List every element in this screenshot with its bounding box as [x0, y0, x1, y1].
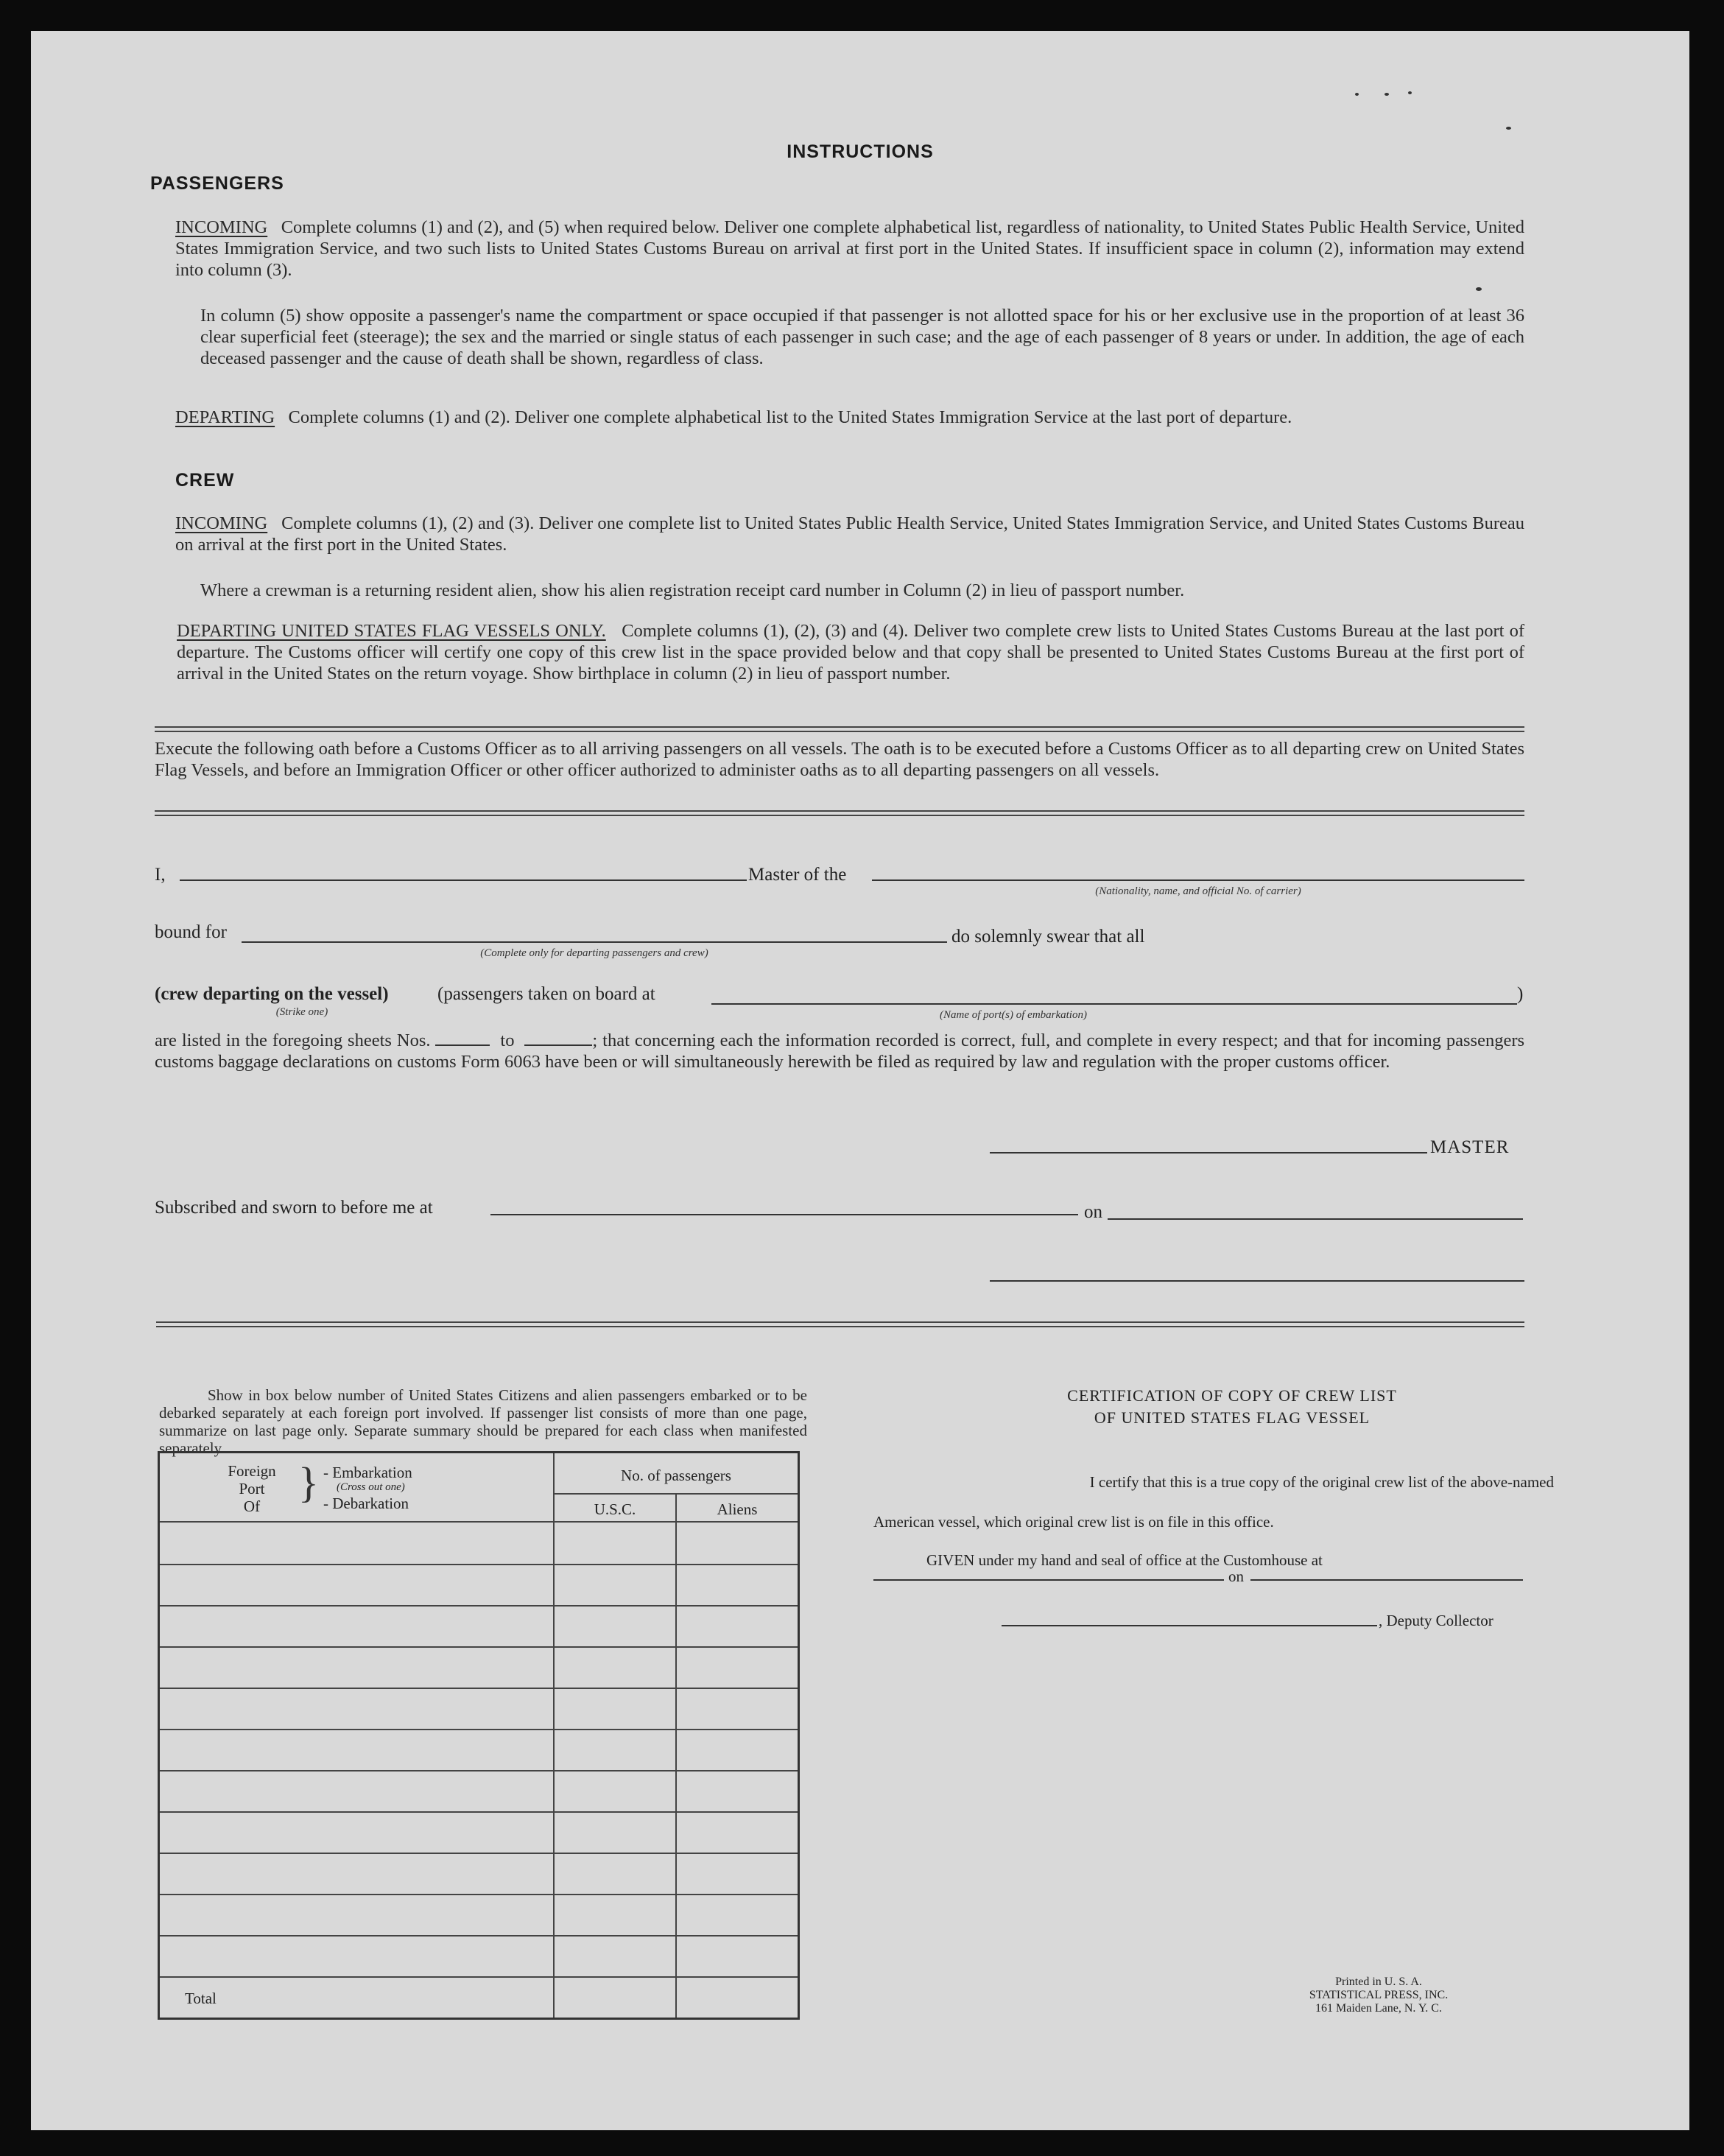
printer-line3: 161 Maiden Lane, N. Y. C. — [1315, 2002, 1442, 2015]
total-label: Total — [185, 1990, 217, 2007]
sworn-place-field[interactable] — [490, 1214, 1078, 1215]
divider — [155, 726, 1524, 728]
customhouse-field[interactable] — [873, 1579, 1224, 1581]
given-text: GIVEN under my hand and seal of office at the Customhouse at — [926, 1551, 1323, 1569]
carrier-field[interactable] — [872, 879, 1524, 881]
officer-signature-field[interactable] — [990, 1280, 1524, 1282]
row-divider — [160, 1646, 798, 1648]
row-divider — [160, 1935, 798, 1936]
certification-title-line2: OF UNITED STATES FLAG VESSEL — [1094, 1408, 1371, 1427]
deputy-signature-field[interactable] — [1002, 1625, 1377, 1626]
master-of-label: Master of the — [748, 865, 847, 885]
printer-line2: STATISTICAL PRESS, INC. — [1309, 1989, 1449, 2001]
foreign-label: Foreign — [228, 1462, 276, 1480]
master-label: MASTER — [1430, 1137, 1510, 1157]
port-embarkation-field[interactable] — [711, 1003, 1517, 1005]
divider — [155, 815, 1524, 816]
row-divider — [160, 1521, 798, 1523]
passengers-departing-text: Complete columns (1) and (2). Deliver one complete alphabetical list to the United States Immigration Service at the last port of departure. — [288, 407, 1292, 427]
passengers-taken-label: (passengers taken on board at — [437, 984, 655, 1004]
passenger-summary-box — [158, 1451, 800, 2020]
row-divider — [160, 1770, 798, 1771]
row-divider — [160, 1853, 798, 1854]
row-divider — [160, 1564, 798, 1565]
crew-incoming-label: INCOMING — [175, 513, 268, 533]
strike-caption: (Strike one) — [275, 1006, 328, 1018]
of-label: Of — [243, 1497, 261, 1515]
swear-label: do solemnly swear that all — [951, 927, 1145, 947]
crewman-paragraph: Where a crewman is a returning resident alien, show his alien registration receipt card number in Column (2) in lieu of passport number. — [200, 580, 1185, 600]
row-divider — [160, 1688, 798, 1689]
row-divider — [160, 1976, 798, 1978]
no-passengers-header: No. of passengers — [621, 1467, 731, 1484]
embarkation-label: - Embarkation — [323, 1464, 412, 1481]
form-page — [31, 31, 1689, 2130]
passengers-incoming-text: Complete columns (1) and (2), and (5) when required below. Deliver one complete alphabetical list, regardless of nationality, to United States Public Health Service, United States Immigration Service, and two such lists to United States Customs Bureau on arrival at first port in the United States. If insufficient space in column (2), information may extend into column (3). — [175, 217, 1525, 280]
speck — [1506, 127, 1511, 130]
column5-paragraph: In column (5) show opposite a passenger's name the compartment or space occupied if that passenger is not allotted space for his or her exclusive use in the proportion of at least 36 clear superficial feet (steerage); the sex and the married or single status of each passenger in such case; and the age of each passenger of 8 years or under. In addition, the age of each deceased passenger and the cause of death shall be shown, regardless of class. — [200, 306, 1524, 368]
port-caption: (Name of port(s) of embarkation) — [940, 1009, 1087, 1021]
crew-departing-option — [155, 984, 389, 1005]
foreign-port-header — [204, 1462, 300, 1515]
crew-incoming-text: Complete columns (1), (2) and (3). Deliver one complete list to United States Public Health Service, United States Immigration Service, and United States Customs Bureau on arrival at the first port in the United States. — [175, 513, 1524, 555]
speck — [1355, 93, 1359, 96]
carrier-caption: (Nationality, name, and official No. of carrier) — [1095, 885, 1301, 897]
crew-incoming-paragraph — [175, 513, 1524, 555]
bound-for-caption: (Complete only for departing passengers and crew) — [480, 947, 708, 959]
concerning-text: ; that concerning each the information recorded is correct, full, and complete in every respect; and that for incoming passengers customs baggage declarations on customs Form 6063 have been or will simultaneously herewith be filed as required by law and regulation with the proper customs officer. — [155, 1030, 1525, 1072]
speck — [1408, 91, 1412, 94]
passengers-departing-label: DEPARTING — [175, 407, 275, 427]
certify-line2: American vessel, which original crew list is on file in this office. — [873, 1513, 1274, 1531]
certification-title-line1: CERTIFICATION OF COPY OF CREW LIST — [1067, 1386, 1397, 1405]
speck — [1385, 93, 1389, 96]
flag-vessel-text: Complete columns (1), (2), (3) and (4). Deliver two complete crew lists to United States Customs Bureau at the last port of departure. The Customs officer will certify one copy of this crew list in the space provided below and that copy shall be presented to United States Customs Bureau at the first port of arrival in the United States on the return voyage. Show birthplace in column (2) in lieu of passport number. — [177, 621, 1524, 684]
certification-title — [926, 1385, 1538, 1429]
master-signature-field[interactable] — [990, 1152, 1427, 1154]
debarkation-label: - Debarkation — [323, 1495, 409, 1512]
i-label: I, — [155, 865, 166, 885]
usc-header: U.S.C. — [594, 1500, 636, 1518]
port-label: Port — [239, 1480, 265, 1497]
close-paren: ) — [1517, 984, 1524, 1004]
sheet-to-field[interactable] — [524, 1044, 592, 1046]
sheet-from-field[interactable] — [435, 1044, 490, 1046]
cross-out-caption: (Cross out one) — [337, 1481, 405, 1493]
row-divider — [160, 1729, 798, 1730]
printer-line1: Printed in U. S. A. — [1335, 1976, 1422, 1988]
column-divider — [675, 1495, 677, 2018]
name-field[interactable] — [180, 879, 747, 881]
column-divider — [553, 1453, 555, 2018]
cert-date-field[interactable] — [1250, 1579, 1523, 1581]
passengers-incoming-label: INCOMING — [175, 217, 268, 237]
divider — [156, 1321, 1524, 1323]
on-label: on — [1084, 1202, 1102, 1222]
listed-label: are listed in the foregoing sheets Nos. — [155, 1030, 431, 1050]
listed-paragraph — [155, 1030, 1524, 1072]
deputy-label: , Deputy Collector — [1379, 1612, 1493, 1629]
certify-line1: I certify that this is a true copy of the original crew list of the above-named — [1089, 1473, 1554, 1491]
flag-vessel-paragraph — [177, 620, 1524, 684]
row-divider — [160, 1605, 798, 1607]
divider — [155, 731, 1524, 732]
bound-for-field[interactable] — [242, 941, 947, 943]
divider — [156, 1326, 1524, 1327]
subscribed-label: Subscribed and sworn to before me at — [155, 1198, 433, 1218]
cert-on-label: on — [1228, 1567, 1244, 1585]
aliens-header: Aliens — [717, 1500, 758, 1518]
to-label: to — [500, 1030, 515, 1050]
passengers-heading: PASSENGERS — [150, 173, 284, 194]
brace-icon: } — [298, 1458, 319, 1506]
bound-for-label: bound for — [155, 922, 227, 942]
speck — [1476, 287, 1482, 291]
crew-departing-label: (crew departing on the vessel) — [155, 984, 389, 1004]
passengers-departing-paragraph — [175, 407, 1524, 428]
oath-instruction: Execute the following oath before a Customs Officer as to all arriving passengers on all vessels. The oath is to be executed before a Customs Officer as to all departing crew on United States Flag Vessels, and before an Immigration Officer or other officer authorized to administer oaths as to all departing passengers on all vessels. — [155, 739, 1524, 780]
divider — [155, 810, 1524, 812]
header-divider — [555, 1493, 798, 1495]
flag-vessel-label: DEPARTING UNITED STATES FLAG VESSELS ONLY. — [177, 621, 606, 641]
printer-imprint — [1283, 1976, 1474, 2015]
row-divider — [160, 1811, 798, 1813]
row-divider — [160, 1894, 798, 1895]
instructions-title: INSTRUCTIONS — [787, 141, 934, 162]
passengers-incoming-paragraph — [175, 217, 1524, 281]
crew-heading: CREW — [175, 470, 235, 491]
sworn-date-field[interactable] — [1108, 1218, 1523, 1220]
summary-instruction: Show in box below number of United States Citizens and alien passengers embarked or to be debarked separately at each foreign port involved. If passenger list consists of more than one page, summarize on last page only. Separate summary should be prepared for each class when manifested separately. — [159, 1386, 807, 1457]
